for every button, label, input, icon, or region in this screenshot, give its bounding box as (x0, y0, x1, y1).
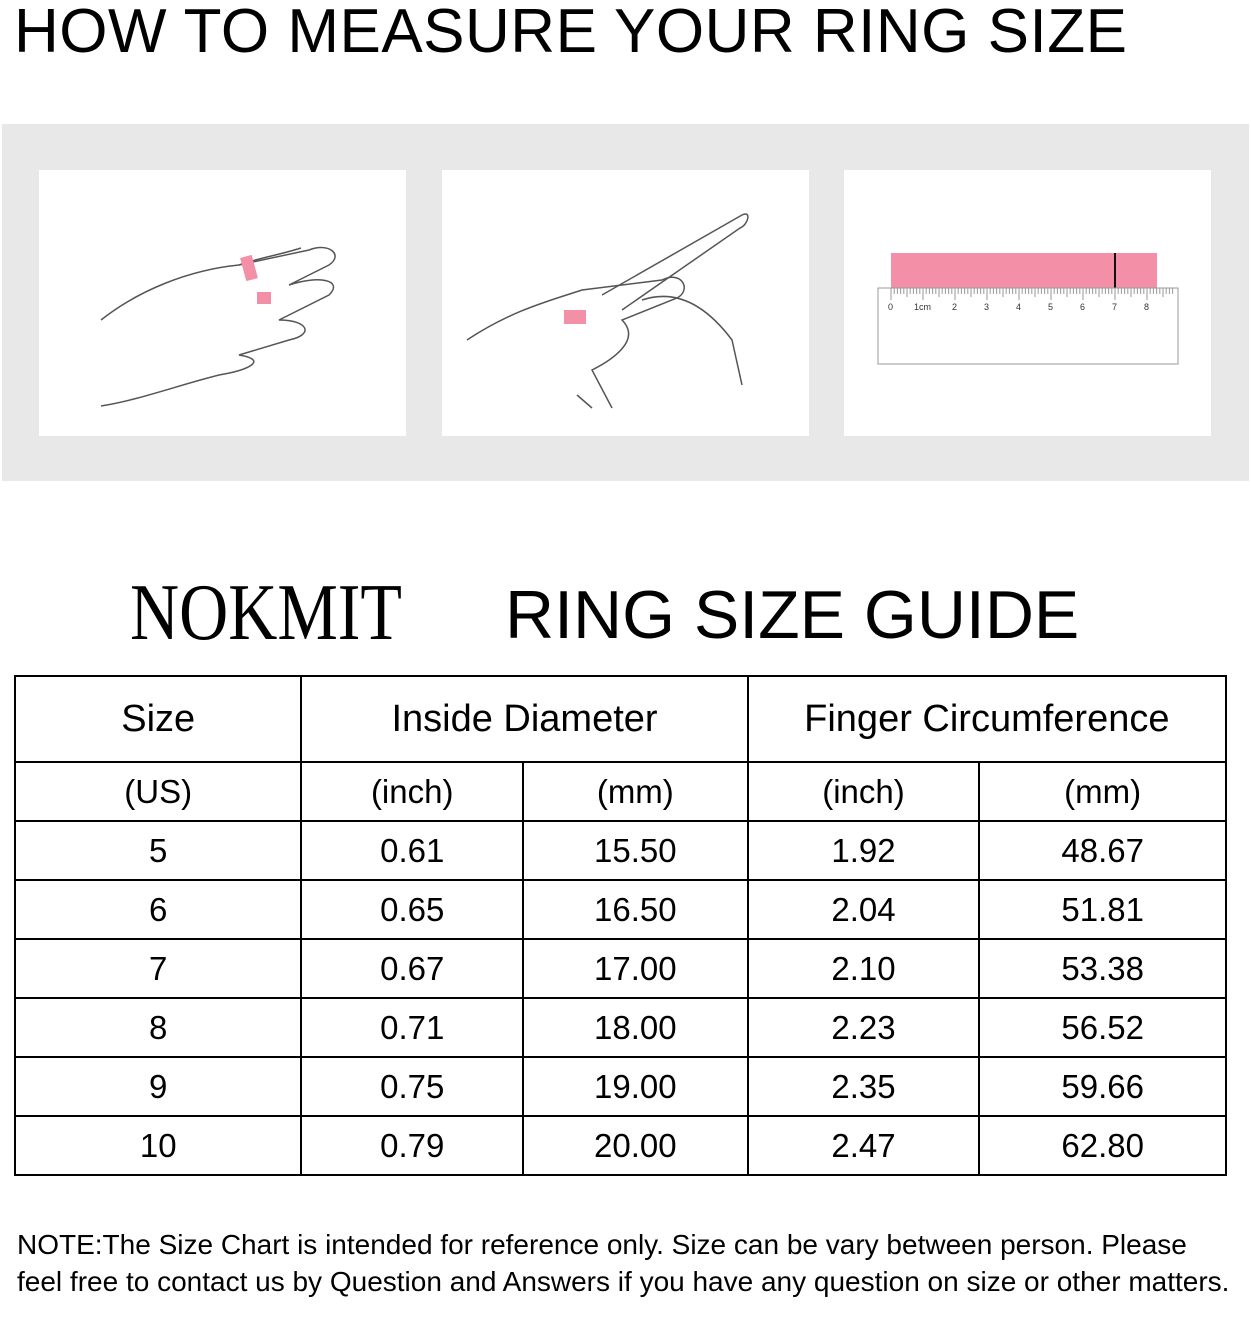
table-row (15, 939, 1226, 998)
table-cell: 5 (15, 821, 301, 880)
subheader: (mm) (523, 762, 748, 821)
table-row (15, 1057, 1226, 1116)
table-row (15, 1116, 1226, 1175)
table-cell: 6 (15, 880, 301, 939)
subheader: (US) (15, 762, 301, 821)
ruler-label: 7 (1112, 302, 1118, 312)
table-cell: 2.04 (748, 880, 980, 939)
table-cell: 18.00 (523, 998, 748, 1057)
table-cell: 56.52 (979, 998, 1226, 1057)
table-cell: 2.10 (748, 939, 980, 998)
ruler-label: 2 (952, 302, 958, 312)
subheader: (inch) (301, 762, 523, 821)
table-row (15, 998, 1226, 1057)
table-cell: 16.50 (523, 880, 748, 939)
table-row (15, 821, 1226, 880)
table-cell: 1.92 (748, 821, 980, 880)
brand-logo: NOKMIT (130, 569, 402, 657)
guide-title: RING SIZE GUIDE (505, 577, 1080, 653)
table-cell: 7 (15, 939, 301, 998)
step-3-ruler-illustration (844, 170, 1211, 436)
table-cell: 19.00 (523, 1057, 748, 1116)
ruler-label: 6 (1080, 302, 1086, 312)
ring-size-table (14, 675, 1227, 1176)
header-size: Size (15, 676, 301, 762)
note-text: NOTE:The Size Chart is intended for reference only. Size can be vary between person. Please feel free to contact us by Question and Answers if you have any question on size or other matters. (17, 1229, 1230, 1297)
table-cell: 0.65 (301, 880, 523, 939)
table-cell: 62.80 (979, 1116, 1226, 1175)
table-cell: 0.79 (301, 1116, 523, 1175)
table-cell: 0.75 (301, 1057, 523, 1116)
ruler-label: 5 (1048, 302, 1054, 312)
ruler-label: 1cm (914, 302, 932, 312)
table-cell: 9 (15, 1057, 301, 1116)
ruler-icon (844, 170, 1211, 436)
table-cell: 51.81 (979, 880, 1226, 939)
header-inside-diameter: Inside Diameter (301, 676, 747, 762)
table-cell: 0.61 (301, 821, 523, 880)
step-1-wrap-finger-illustration (39, 170, 406, 436)
table-cell: 53.38 (979, 939, 1226, 998)
table-cell: 20.00 (523, 1116, 748, 1175)
ruler-label: 8 (1144, 302, 1150, 312)
instructions-panel (2, 124, 1249, 481)
table-cell: 15.50 (523, 821, 748, 880)
table-cell: 2.35 (748, 1057, 980, 1116)
table-cell: 0.71 (301, 998, 523, 1057)
ruler-label: 3 (984, 302, 990, 312)
table-cell: 10 (15, 1116, 301, 1175)
table-row (15, 880, 1226, 939)
table-cell: 2.47 (748, 1116, 980, 1175)
subheader: (inch) (748, 762, 980, 821)
page-title: HOW TO MEASURE YOUR RING SIZE (14, 0, 1128, 66)
ruler-label: 0 (888, 302, 894, 312)
table-cell: 0.67 (301, 939, 523, 998)
table-cell: 2.23 (748, 998, 980, 1057)
table-cell: 17.00 (523, 939, 748, 998)
ruler-label: 4 (1016, 302, 1022, 312)
table-cell: 59.66 (979, 1057, 1226, 1116)
step-2-mark-paper-illustration (442, 170, 809, 436)
table-cell: 8 (15, 998, 301, 1057)
table-cell: 48.67 (979, 821, 1226, 880)
subheader: (mm) (979, 762, 1226, 821)
header-finger-circumference: Finger Circumference (748, 676, 1226, 762)
